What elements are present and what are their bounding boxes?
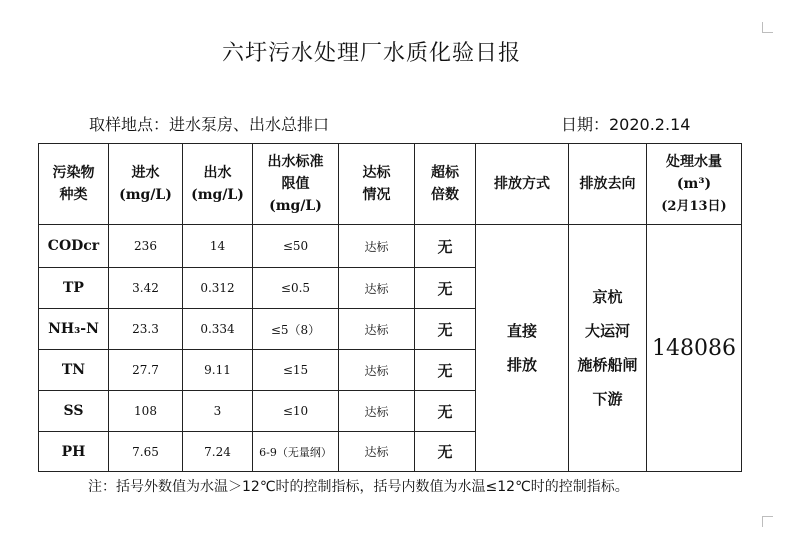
limit-cell: ≤15 <box>253 350 339 391</box>
header-destination: 排放去向 <box>569 144 647 225</box>
water-quality-table <box>38 143 742 472</box>
limit-cell: ≤50 <box>253 225 339 268</box>
pollutant-cell: TN <box>39 350 109 391</box>
exceed-cell: 无 <box>415 432 476 472</box>
header-pollutant: 污染物 种类 <box>39 144 109 225</box>
inflow-cell: 236 <box>109 225 183 268</box>
exceed-cell: 无 <box>415 225 476 268</box>
status-cell: 达标 <box>339 268 415 309</box>
discharge-mode-cell: 直接 排放 <box>476 225 569 472</box>
outflow-cell: 0.334 <box>183 309 253 350</box>
destination-cell: 京杭 大运河 施桥船闸 下游 <box>569 225 647 472</box>
limit-cell: ≤0.5 <box>253 268 339 309</box>
header-exceed: 超标 倍数 <box>415 144 476 225</box>
exceed-cell: 无 <box>415 391 476 432</box>
header-volume: 处理水量 (m³) (2月13日) <box>647 144 742 225</box>
exceed-cell: 无 <box>415 268 476 309</box>
inflow-cell: 3.42 <box>109 268 183 309</box>
status-cell: 达标 <box>339 432 415 472</box>
status-cell: 达标 <box>339 225 415 268</box>
inflow-cell: 23.3 <box>109 309 183 350</box>
status-cell: 达标 <box>339 391 415 432</box>
table-header-row <box>39 144 742 225</box>
inflow-cell: 27.7 <box>109 350 183 391</box>
footnote: 注：括号外数值为水温＞12℃时的控制指标，括号内数值为水温≤12℃时的控制指标。 <box>88 479 629 495</box>
report-title: 六圩污水处理厂水质化验日报 <box>222 41 522 66</box>
status-cell: 达标 <box>339 309 415 350</box>
page-corner-mark-top <box>762 22 773 33</box>
header-discharge-mode: 排放方式 <box>476 144 569 225</box>
inflow-cell: 108 <box>109 391 183 432</box>
outflow-cell: 14 <box>183 225 253 268</box>
volume-cell: 148086 <box>647 225 742 472</box>
pollutant-cell: NH₃-N <box>39 309 109 350</box>
outflow-cell: 9.11 <box>183 350 253 391</box>
header-limit: 出水标准 限值 (mg/L) <box>253 144 339 225</box>
exceed-cell: 无 <box>415 350 476 391</box>
inflow-cell: 7.65 <box>109 432 183 472</box>
header-outflow: 出水 (mg/L) <box>183 144 253 225</box>
limit-cell: ≤10 <box>253 391 339 432</box>
pollutant-cell: TP <box>39 268 109 309</box>
pollutant-cell: PH <box>39 432 109 472</box>
header-inflow: 进水 (mg/L) <box>109 144 183 225</box>
pollutant-cell: SS <box>39 391 109 432</box>
header-compliance: 达标 情况 <box>339 144 415 225</box>
table-row <box>39 225 742 268</box>
report-date: 日期：2020.2.14 <box>561 115 691 134</box>
exceed-cell: 无 <box>415 309 476 350</box>
page-corner-mark-bottom <box>762 516 773 527</box>
limit-cell: 6-9（无量纲） <box>253 432 339 472</box>
outflow-cell: 3 <box>183 391 253 432</box>
outflow-cell: 7.24 <box>183 432 253 472</box>
limit-cell: ≤5（8） <box>253 309 339 350</box>
pollutant-cell: CODcr <box>39 225 109 268</box>
status-cell: 达标 <box>339 350 415 391</box>
outflow-cell: 0.312 <box>183 268 253 309</box>
sampling-location: 取样地点：进水泵房、出水总排口 <box>89 115 330 134</box>
